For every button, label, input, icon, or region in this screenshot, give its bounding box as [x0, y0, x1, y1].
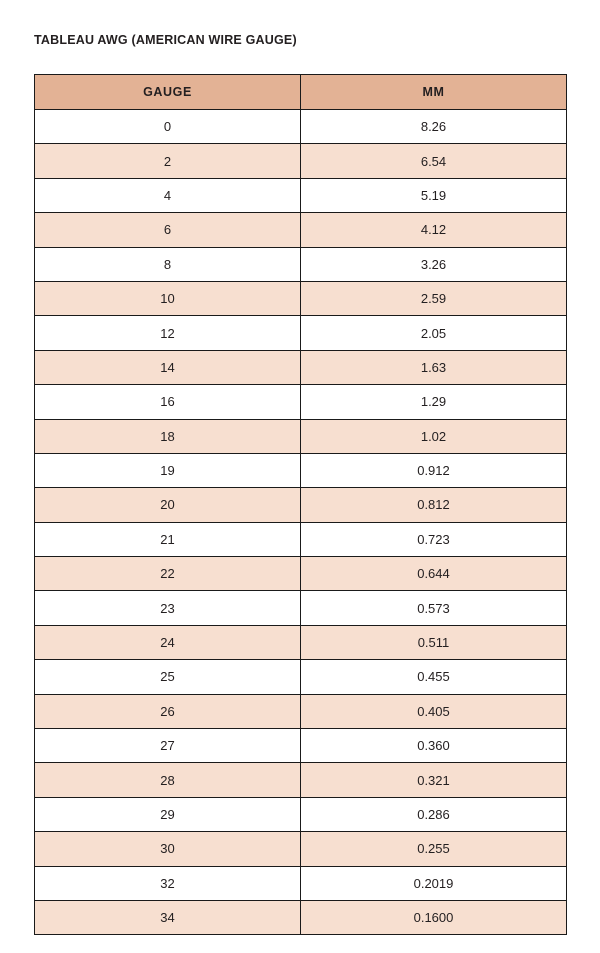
table-row	[35, 866, 567, 900]
column-header-gauge: GAUGE	[35, 75, 301, 110]
cell-mm: 0.644	[301, 557, 567, 591]
cell-gauge: 27	[35, 729, 301, 763]
cell-gauge: 24	[35, 625, 301, 659]
table-row	[35, 110, 567, 144]
table-row	[35, 281, 567, 315]
table-row	[35, 900, 567, 934]
cell-gauge: 26	[35, 694, 301, 728]
cell-mm: 1.63	[301, 350, 567, 384]
cell-mm: 4.12	[301, 213, 567, 247]
table-row	[35, 488, 567, 522]
table-row	[35, 178, 567, 212]
cell-gauge: 23	[35, 591, 301, 625]
cell-mm: 1.29	[301, 385, 567, 419]
cell-mm: 0.321	[301, 763, 567, 797]
table-row	[35, 144, 567, 178]
cell-mm: 0.912	[301, 453, 567, 487]
table-row	[35, 763, 567, 797]
cell-gauge: 6	[35, 213, 301, 247]
cell-gauge: 28	[35, 763, 301, 797]
cell-gauge: 0	[35, 110, 301, 144]
cell-gauge: 32	[35, 866, 301, 900]
table-row	[35, 522, 567, 556]
awg-table-container	[34, 74, 566, 935]
cell-mm: 0.455	[301, 660, 567, 694]
cell-gauge: 8	[35, 247, 301, 281]
table-row	[35, 591, 567, 625]
cell-mm: 0.2019	[301, 866, 567, 900]
cell-gauge: 4	[35, 178, 301, 212]
cell-gauge: 30	[35, 832, 301, 866]
cell-mm: 3.26	[301, 247, 567, 281]
table-row	[35, 694, 567, 728]
cell-gauge: 19	[35, 453, 301, 487]
table-row	[35, 832, 567, 866]
table-row	[35, 419, 567, 453]
cell-gauge: 2	[35, 144, 301, 178]
cell-gauge: 21	[35, 522, 301, 556]
table-row	[35, 316, 567, 350]
table-row	[35, 350, 567, 384]
table-row	[35, 247, 567, 281]
cell-gauge: 18	[35, 419, 301, 453]
cell-mm: 0.812	[301, 488, 567, 522]
cell-mm: 0.360	[301, 729, 567, 763]
cell-mm: 0.286	[301, 797, 567, 831]
table-header-row	[35, 75, 567, 110]
table-body	[35, 110, 567, 935]
awg-table	[34, 74, 567, 935]
cell-mm: 0.573	[301, 591, 567, 625]
page-title: TABLEAU AWG (AMERICAN WIRE GAUGE)	[34, 33, 297, 47]
table-row	[35, 660, 567, 694]
cell-gauge: 25	[35, 660, 301, 694]
cell-gauge: 10	[35, 281, 301, 315]
table-row	[35, 797, 567, 831]
cell-gauge: 34	[35, 900, 301, 934]
cell-gauge: 16	[35, 385, 301, 419]
cell-mm: 0.1600	[301, 900, 567, 934]
cell-gauge: 20	[35, 488, 301, 522]
table-row	[35, 625, 567, 659]
table-row	[35, 729, 567, 763]
cell-gauge: 12	[35, 316, 301, 350]
cell-mm: 8.26	[301, 110, 567, 144]
cell-mm: 1.02	[301, 419, 567, 453]
cell-mm: 2.59	[301, 281, 567, 315]
table-row	[35, 453, 567, 487]
table-row	[35, 213, 567, 247]
cell-mm: 2.05	[301, 316, 567, 350]
cell-gauge: 29	[35, 797, 301, 831]
table-row	[35, 557, 567, 591]
cell-mm: 0.723	[301, 522, 567, 556]
cell-mm: 6.54	[301, 144, 567, 178]
cell-gauge: 22	[35, 557, 301, 591]
table-row	[35, 385, 567, 419]
cell-gauge: 14	[35, 350, 301, 384]
column-header-mm: MM	[301, 75, 567, 110]
cell-mm: 0.511	[301, 625, 567, 659]
cell-mm: 0.405	[301, 694, 567, 728]
cell-mm: 5.19	[301, 178, 567, 212]
cell-mm: 0.255	[301, 832, 567, 866]
